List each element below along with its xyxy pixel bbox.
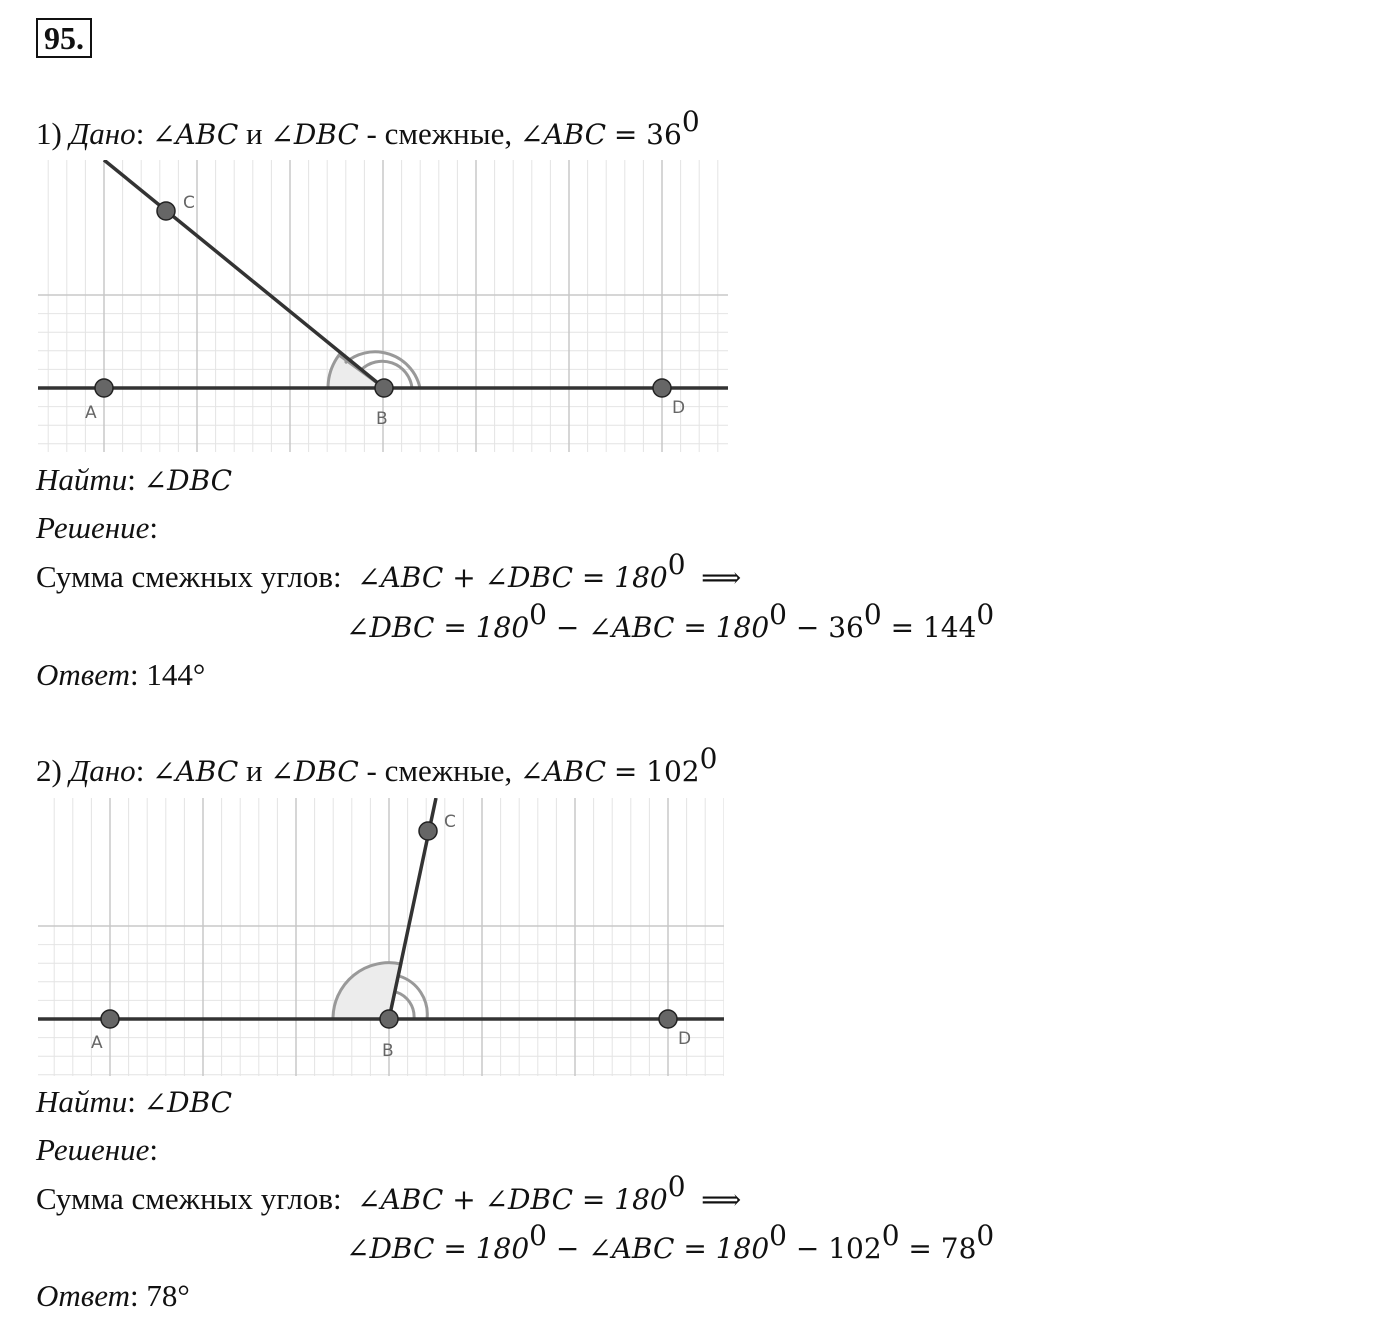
label-b: B — [376, 409, 388, 429]
problem-number: 95. — [36, 18, 92, 58]
point-c — [157, 202, 175, 220]
part-prefix: 1) — [36, 116, 62, 151]
given-angle: ∠ABC — [519, 755, 607, 788]
answer-value: 78° — [146, 1278, 190, 1313]
calc-sup-3: 0 — [863, 597, 882, 631]
conjunction: и — [246, 753, 263, 788]
solution-line-2: Решение: — [36, 1132, 158, 1167]
given-angle-a: ∠ABC — [152, 755, 239, 788]
calc-sup-2: 0 — [769, 597, 787, 631]
given-sup: 0 — [681, 104, 700, 138]
figure-2 — [38, 798, 724, 1076]
find-value: ∠DBC — [143, 1086, 233, 1119]
given-angle-b: ∠DBC — [270, 755, 359, 788]
solution-label: Решение — [36, 510, 150, 545]
figure-1 — [38, 160, 728, 452]
calc-expr-1: ∠DBC = 180 — [346, 1232, 530, 1265]
calc-expr-4: = 144 — [881, 611, 977, 644]
label-d: D — [678, 1029, 692, 1049]
calc-sup-4: 0 — [976, 597, 995, 631]
given-angle: ∠ABC — [519, 118, 607, 151]
calc-line-1 — [346, 597, 995, 648]
grid-major — [38, 798, 724, 1076]
solution-line-1: Решение: — [36, 510, 158, 545]
conjunction: и — [246, 116, 263, 151]
point-c — [419, 822, 437, 840]
find-value: ∠DBC — [143, 464, 233, 497]
calc-expr-1: ∠DBC = 180 — [346, 611, 530, 644]
calc-sup-4: 0 — [976, 1218, 995, 1252]
sum-line-2 — [36, 1169, 742, 1220]
calc-expr-2: − ∠ABC = 180 — [546, 1232, 770, 1265]
given-type: - смежные, — [366, 116, 513, 151]
answer-value: 144° — [146, 657, 206, 692]
given-label: Дано — [69, 753, 136, 788]
point-a — [101, 1010, 119, 1028]
find-line-2: Найти: ∠DBC — [36, 1084, 233, 1119]
point-b — [380, 1010, 398, 1028]
point-d — [653, 379, 671, 397]
given-type: - смежные, — [366, 753, 513, 788]
given-label: Дано — [69, 116, 136, 151]
part-prefix: 2) — [36, 753, 62, 788]
label-a: A — [85, 403, 97, 423]
label-b: B — [382, 1041, 394, 1061]
angle-arc-inner — [396, 992, 414, 1019]
find-label: Найти — [36, 1084, 128, 1119]
calc-expr-3: − 102 — [786, 1232, 882, 1265]
point-a — [95, 379, 113, 397]
sum-text: Сумма смежных углов: — [36, 1181, 342, 1216]
answer-label: Ответ — [36, 657, 130, 692]
sum-sup: 0 — [667, 547, 686, 581]
given-sup: 0 — [699, 741, 718, 775]
answer-label: Ответ — [36, 1278, 130, 1313]
implies-symbol: ⟹ — [701, 561, 742, 594]
calc-sup-3: 0 — [881, 1218, 900, 1252]
answer-line-2: Ответ: 78° — [36, 1278, 190, 1313]
point-d — [659, 1010, 677, 1028]
given-line-2: 2) Дано: ∠ABC и ∠DBC - смежные, ∠ABC = $102^0$ — [36, 741, 718, 788]
calc-expr-3: − 36 — [786, 611, 864, 644]
sum-line-1 — [36, 547, 742, 598]
ray-bc — [104, 160, 384, 388]
given-value: = 36 — [613, 118, 682, 151]
find-label: Найти — [36, 462, 128, 497]
sum-sup: 0 — [667, 1169, 686, 1203]
answer-line-1: Ответ: 144° — [36, 657, 206, 692]
calc-expr-4: = 78 — [899, 1232, 977, 1265]
given-angle-b: ∠DBC — [270, 118, 359, 151]
calc-expr-2: − ∠ABC = 180 — [546, 611, 770, 644]
label-c: C — [183, 193, 195, 213]
solution-label: Решение — [36, 1132, 150, 1167]
given-line-1: 1) Дано: ∠ABC и ∠DBC - смежные, ∠ABC = $36^0$ — [36, 104, 700, 151]
find-line-1: Найти: ∠DBC — [36, 462, 233, 497]
given-angle-a: ∠ABC — [152, 118, 239, 151]
label-d: D — [672, 398, 686, 418]
sum-expr: ∠ABC + ∠DBC = 180 — [357, 561, 668, 594]
implies-symbol: ⟹ — [701, 1183, 742, 1216]
label-c: C — [444, 812, 456, 832]
calc-line-2 — [346, 1218, 995, 1269]
calc-sup-1: 0 — [529, 1218, 547, 1252]
calc-sup-1: 0 — [529, 597, 547, 631]
sum-text: Сумма смежных углов: — [36, 559, 342, 594]
point-b — [375, 379, 393, 397]
label-a: A — [91, 1033, 103, 1053]
grid-minor — [38, 798, 724, 1076]
sum-expr: ∠ABC + ∠DBC = 180 — [357, 1183, 668, 1216]
calc-sup-2: 0 — [769, 1218, 787, 1252]
given-value: = 102 — [613, 755, 700, 788]
